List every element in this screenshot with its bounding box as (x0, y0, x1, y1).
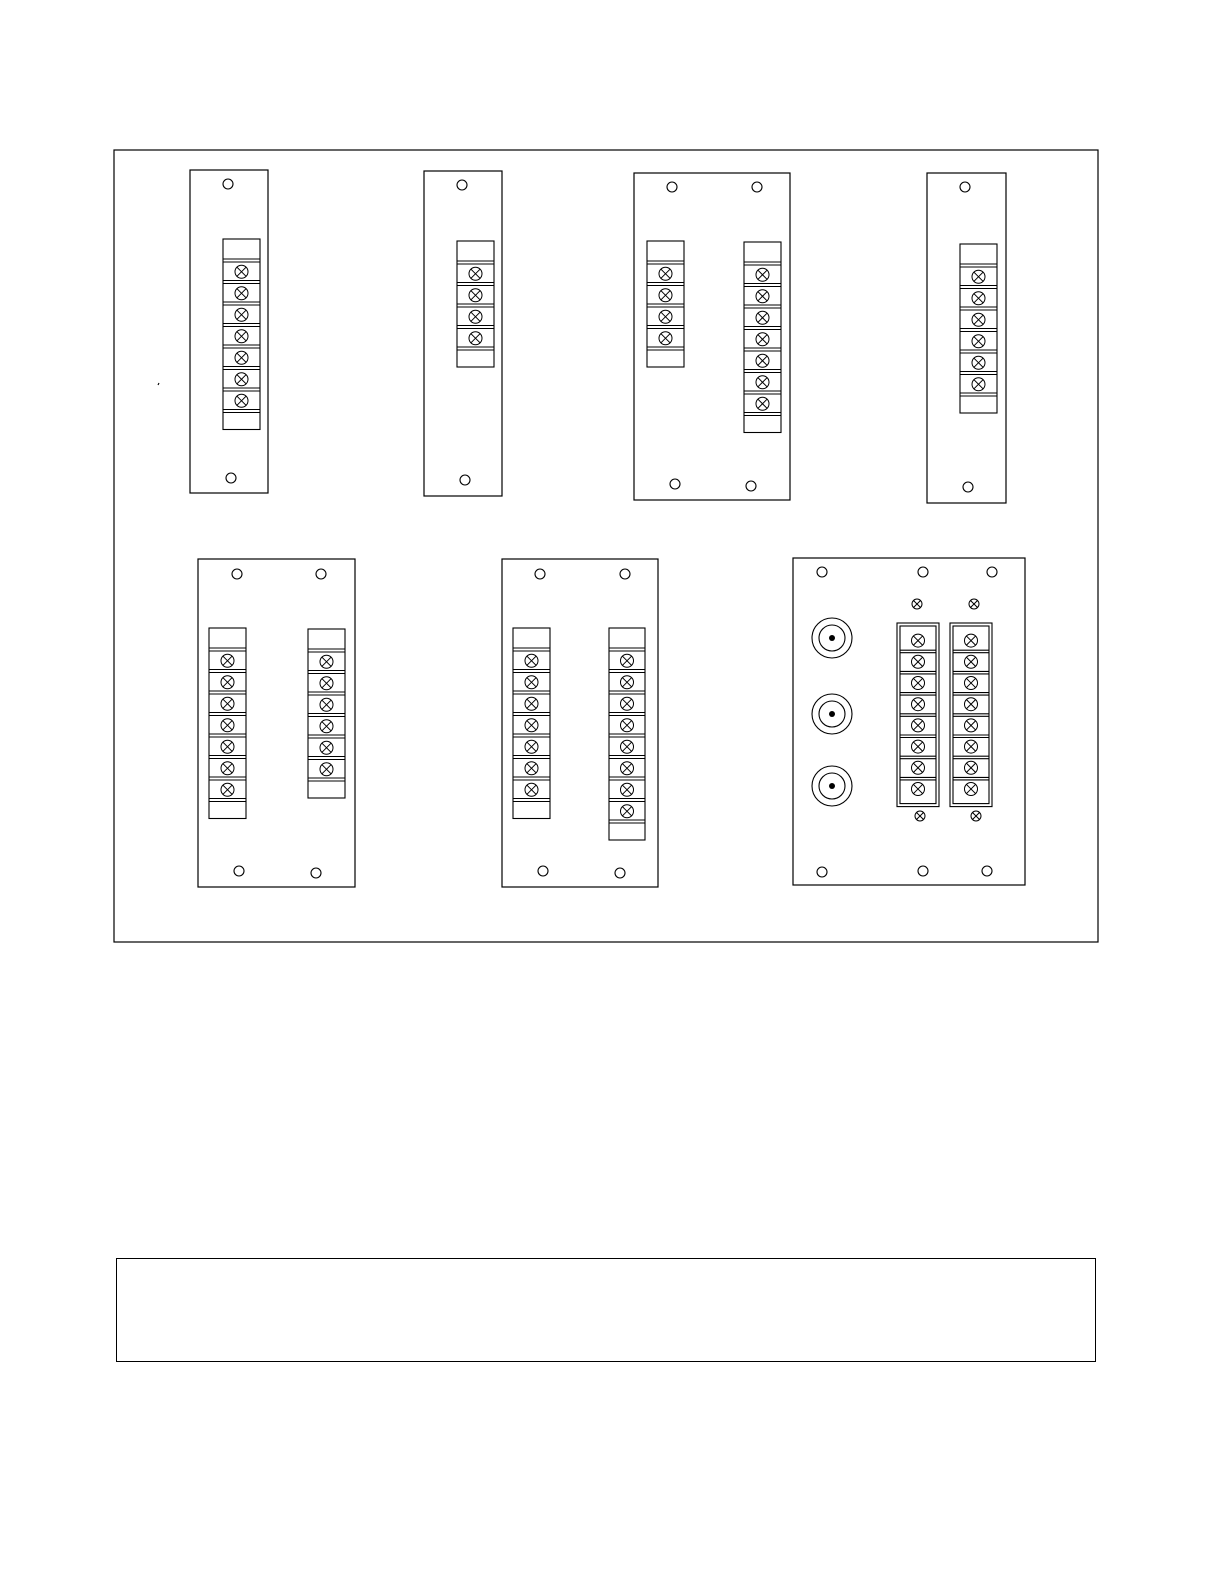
panel-7 (793, 558, 1025, 885)
panel-2 (424, 171, 502, 496)
mounting-hole (232, 569, 242, 579)
mounting-hole (670, 479, 680, 489)
bnc-connector-icon (812, 766, 852, 806)
terminal-block (960, 244, 997, 413)
terminal-block (223, 239, 260, 430)
terminal-block (457, 241, 494, 367)
terminal-block (308, 629, 345, 798)
terminal-block (209, 628, 246, 819)
mounting-hole (667, 182, 677, 192)
mounting-hole (918, 866, 928, 876)
panel-6 (502, 559, 658, 887)
panels-layer (158, 170, 1025, 887)
terminal-block (744, 242, 781, 433)
bnc-connector-icon (812, 694, 852, 734)
panel-3 (634, 173, 790, 500)
panel-1 (190, 170, 268, 493)
mounting-hole (918, 567, 928, 577)
mounting-hole (535, 569, 545, 579)
stray-mark (158, 383, 159, 385)
mounting-hole (223, 179, 233, 189)
mounting-hole (987, 567, 997, 577)
mounting-hole (226, 473, 236, 483)
mounting-hole (620, 569, 630, 579)
mounting-hole (982, 866, 992, 876)
mounting-hole (817, 567, 827, 577)
terminal-block (609, 628, 645, 840)
panel-5 (198, 559, 355, 887)
caption-box (116, 1258, 1096, 1362)
mounting-hole (311, 868, 321, 878)
mounting-hole (746, 481, 756, 491)
mounting-hole (963, 482, 973, 492)
mounting-hole (752, 182, 762, 192)
mounting-hole (817, 867, 827, 877)
terminal-block (513, 628, 550, 819)
mounting-hole (960, 182, 970, 192)
mounting-hole (460, 475, 470, 485)
terminal-block (897, 623, 939, 807)
mounting-hole (234, 866, 244, 876)
mounting-hole (538, 866, 548, 876)
mounting-hole (316, 569, 326, 579)
terminal-block (647, 241, 684, 367)
panel-4 (927, 173, 1006, 503)
mounting-hole (457, 180, 467, 190)
terminal-block (950, 623, 992, 807)
mounting-hole (615, 868, 625, 878)
bnc-connector-icon (812, 618, 852, 658)
